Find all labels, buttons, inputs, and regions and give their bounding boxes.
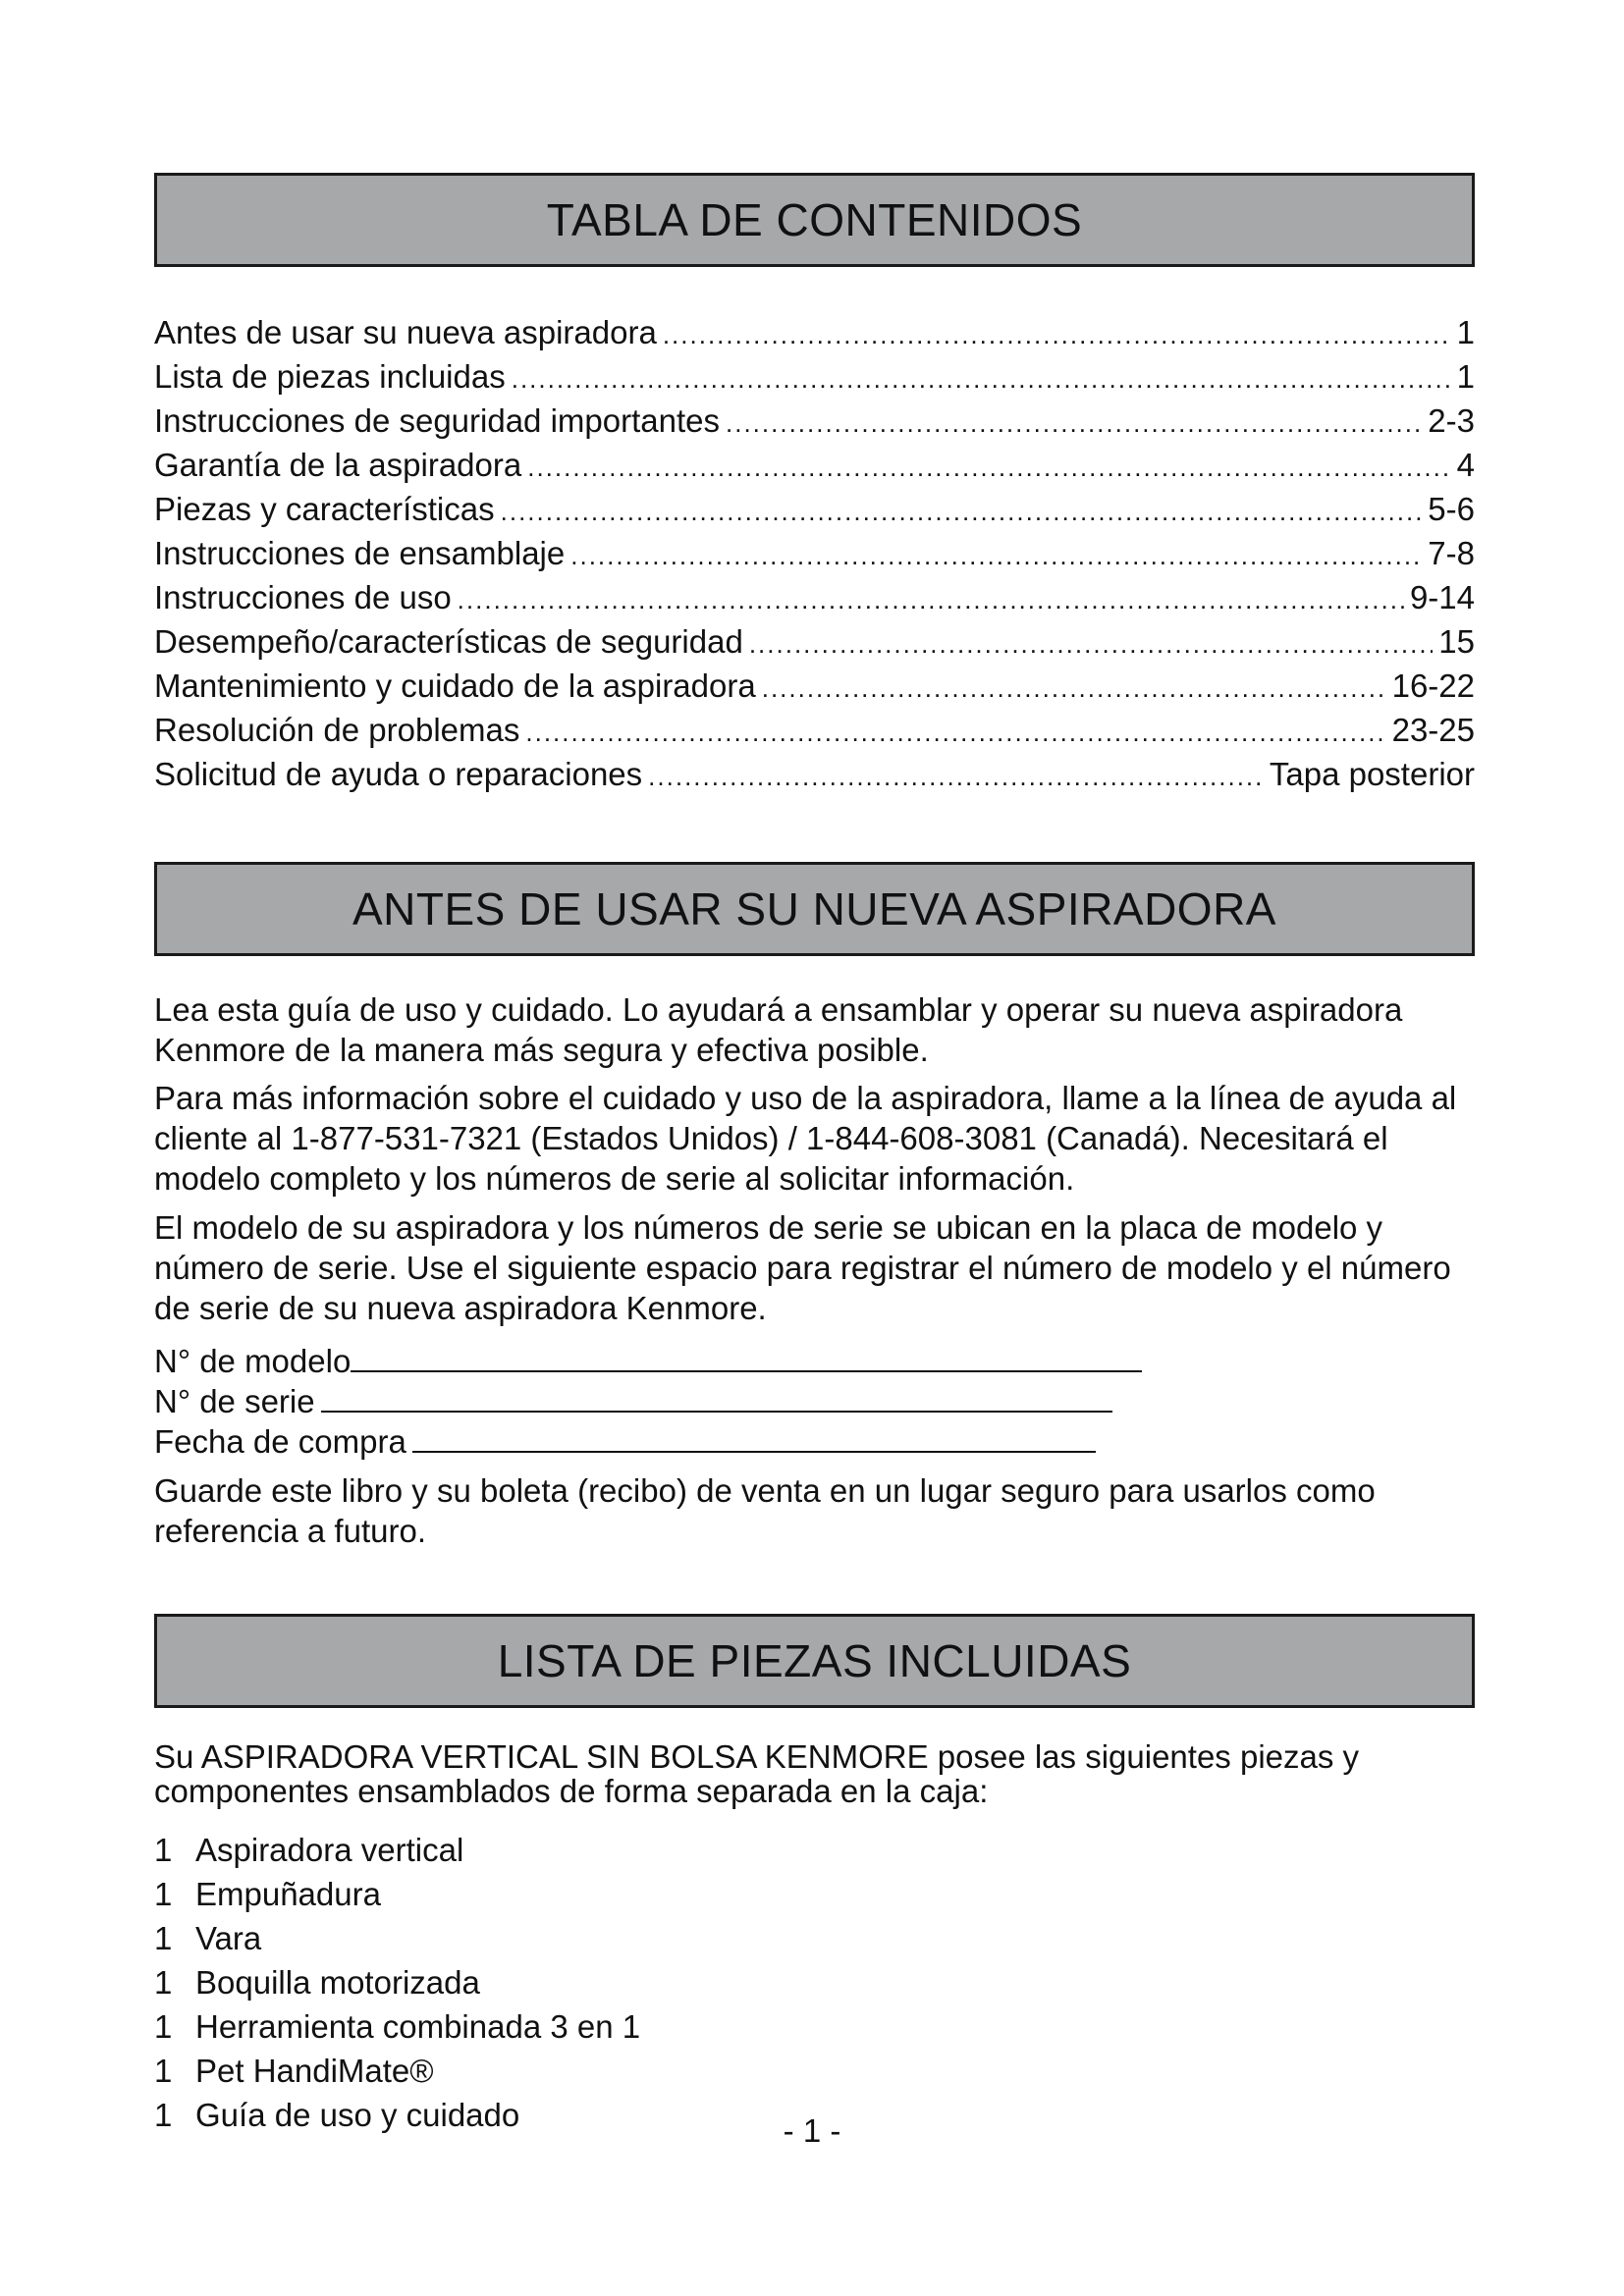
purchase-date-field xyxy=(154,1421,1431,1462)
list-item xyxy=(154,2049,640,2093)
part-name: Vara xyxy=(195,1920,262,1956)
toc-list xyxy=(154,310,1475,796)
toc-leader-dots xyxy=(570,534,1422,578)
toc-heading: TABLA DE CONTENIDOS xyxy=(154,173,1475,267)
toc-entry xyxy=(154,487,1475,531)
parts-intro: Su ASPIRADORA VERTICAL SIN BOLSA KENMORE posee las siguientes piezas y componentes ensamblados de forma separada en la caja: xyxy=(154,1738,1360,1809)
toc-leader-dots xyxy=(527,446,1450,490)
model-number-field xyxy=(154,1341,1431,1381)
toc-entry xyxy=(154,399,1475,443)
part-quantity: 1 xyxy=(154,1920,173,1956)
toc-entry-page: 16-22 xyxy=(1391,667,1475,704)
before-use-paragraph-2: Para más información sobre el cuidado y uso de la aspiradora, llame a la línea de ayuda al cliente al 1-877-531-7321 (Estados Unidos) / 1-844-608-3081 (Canadá). Necesitará el modelo completo y los números de serie al solicitar información. xyxy=(154,1080,1457,1197)
serial-number-blank xyxy=(321,1381,1112,1413)
toc-leader-dots xyxy=(525,711,1385,755)
list-item xyxy=(154,1916,640,1960)
toc-leader-dots xyxy=(501,490,1423,534)
part-quantity: 1 xyxy=(154,2097,173,2133)
toc-entry-page: 15 xyxy=(1438,623,1475,660)
toc-entry-label: Lista de piezas incluidas xyxy=(154,358,506,395)
toc-entry-label: Mantenimiento y cuidado de la aspiradora xyxy=(154,667,756,704)
toc-entry xyxy=(154,619,1475,664)
toc-entry-label: Piezas y características xyxy=(154,491,495,527)
toc-entry-page: 2-3 xyxy=(1428,402,1475,439)
before-use-heading: ANTES DE USAR SU NUEVA ASPIRADORA xyxy=(154,862,1475,956)
toc-entry-label: Solicitud de ayuda o reparaciones xyxy=(154,756,643,792)
purchase-date-blank xyxy=(412,1421,1096,1453)
part-quantity: 1 xyxy=(154,1876,173,1912)
before-use-paragraph-4: Guarde este libro y su boleta (recibo) de venta en un lugar seguro para usarlos como referencia a futuro. xyxy=(154,1472,1376,1549)
toc-entry xyxy=(154,310,1475,354)
toc-leader-dots xyxy=(663,313,1451,357)
toc-leader-dots xyxy=(726,401,1422,446)
toc-entry xyxy=(154,664,1475,708)
toc-entry xyxy=(154,531,1475,575)
toc-entry-label: Resolución de problemas xyxy=(154,712,520,748)
part-quantity: 1 xyxy=(154,1964,173,2001)
toc-entry xyxy=(154,354,1475,399)
toc-entry-label: Desempeño/características de seguridad xyxy=(154,623,743,660)
toc-entry xyxy=(154,443,1475,487)
toc-leader-dots xyxy=(648,755,1264,799)
list-item xyxy=(154,2004,640,2049)
model-number-blank xyxy=(351,1341,1142,1372)
serial-number-label: N° de serie xyxy=(154,1383,315,1419)
toc-entry-page: 5-6 xyxy=(1428,491,1475,527)
toc-entry-label: Garantía de la aspiradora xyxy=(154,447,522,483)
record-fields xyxy=(154,1341,1431,1462)
part-quantity: 1 xyxy=(154,1832,173,1868)
toc-leader-dots xyxy=(762,667,1386,711)
toc-entry-label: Antes de usar su nueva aspiradora xyxy=(154,314,657,350)
toc-entry-label: Instrucciones de seguridad importantes xyxy=(154,402,720,439)
part-quantity: 1 xyxy=(154,2053,173,2089)
model-number-label: N° de modelo xyxy=(154,1343,352,1379)
list-item xyxy=(154,1960,640,2004)
toc-entry-label: Instrucciones de ensamblaje xyxy=(154,535,566,571)
toc-entry-label: Instrucciones de uso xyxy=(154,579,452,615)
toc-entry-page: 7-8 xyxy=(1428,535,1475,571)
before-use-paragraph-3: El modelo de su aspiradora y los números de serie se ubican en la placa de modelo y número de serie. Use el siguiente espacio para registrar el número de modelo y el número de serie de su nueva aspiradora Kenmore. xyxy=(154,1209,1451,1326)
toc-entry xyxy=(154,752,1475,796)
part-name: Aspiradora vertical xyxy=(195,1832,464,1868)
toc-leader-dots xyxy=(749,622,1433,667)
page-number: - 1 - xyxy=(783,2112,841,2149)
toc-entry xyxy=(154,708,1475,752)
part-name: Pet HandiMate® xyxy=(195,2053,434,2089)
serial-number-field xyxy=(154,1381,1431,1421)
part-name: Guía de uso y cuidado xyxy=(195,2097,520,2133)
toc-entry-page: 4 xyxy=(1456,447,1475,483)
part-name: Boquilla motorizada xyxy=(195,1964,480,2001)
toc-entry-page: 9-14 xyxy=(1409,579,1475,615)
toc-entry-page: 1 xyxy=(1456,314,1475,350)
parts-heading: LISTA DE PIEZAS INCLUIDAS xyxy=(154,1614,1475,1708)
list-item xyxy=(154,1872,640,1916)
list-item xyxy=(154,1828,640,1872)
toc-leader-dots xyxy=(512,357,1451,401)
toc-entry xyxy=(154,575,1475,619)
part-name: Empuñadura xyxy=(195,1876,381,1912)
toc-leader-dots xyxy=(458,578,1404,622)
toc-entry-page: Tapa posterior xyxy=(1269,756,1475,792)
toc-entry-page: 1 xyxy=(1456,358,1475,395)
toc-entry-page: 23-25 xyxy=(1391,712,1475,748)
purchase-date-label: Fecha de compra xyxy=(154,1423,406,1460)
part-name: Herramienta combinada 3 en 1 xyxy=(195,2008,641,2045)
part-quantity: 1 xyxy=(154,2008,173,2045)
parts-list xyxy=(154,1828,640,2137)
before-use-paragraph-1: Lea esta guía de uso y cuidado. Lo ayudará a ensamblar y operar su nueva aspiradora Kenmore de la manera más segura y efectiva posible. xyxy=(154,991,1403,1068)
